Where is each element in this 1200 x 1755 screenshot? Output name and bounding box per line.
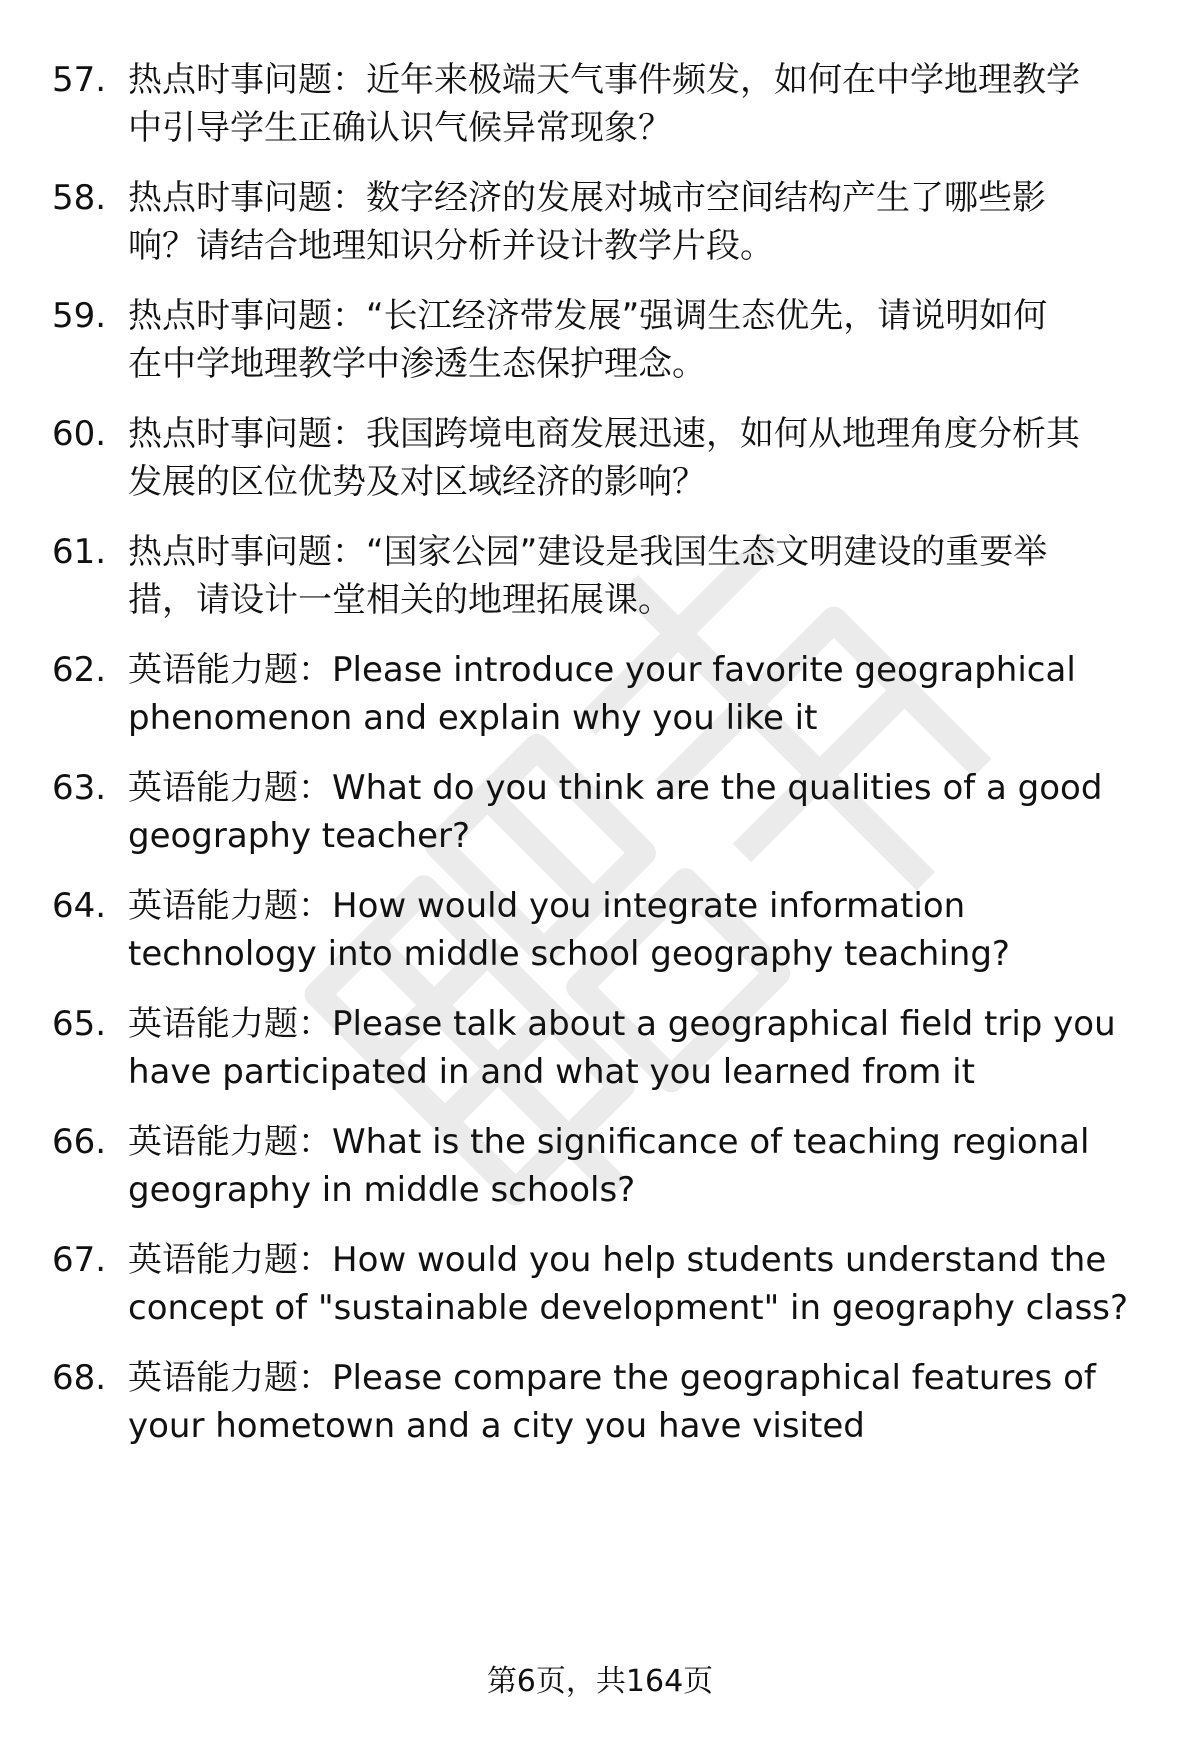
question-line: 英语能力题：Please compare the geographical features of <box>128 1358 1096 1398</box>
question-text <box>128 1236 1196 1332</box>
question-number: 58. <box>52 178 107 218</box>
question-line: 热点时事问题：数字经济的发展对城市空间结构产生了哪些影 <box>128 178 1046 218</box>
question-text <box>128 1118 1196 1214</box>
question-line: 英语能力题：Please talk about a geographical field trip you <box>128 1004 1116 1044</box>
question-line: geography teacher? <box>128 816 471 856</box>
question-line: 热点时事问题：我国跨境电商发展迅速，如何从地理角度分析其 <box>128 414 1080 454</box>
question-text <box>128 646 1196 742</box>
question-text <box>128 1000 1196 1096</box>
question-number: 68. <box>52 1358 107 1398</box>
question-line: 措，请设计一堂相关的地理拓展课。 <box>128 580 672 620</box>
question-text <box>128 174 1196 270</box>
question-text <box>128 56 1196 152</box>
question-text <box>128 410 1196 506</box>
page-number-label: 第6页，共164页 <box>486 1664 714 1699</box>
question-line: 英语能力题：What do you think are the qualities of a good <box>128 768 1103 808</box>
question-line: phenomenon and explain why you like it <box>128 698 818 738</box>
question-line: have participated in and what you learned from it <box>128 1052 975 1092</box>
question-line: 发展的区位优势及对区域经济的影响？ <box>128 462 706 502</box>
question-line: 英语能力题：How would you help students understand the <box>128 1240 1107 1280</box>
question-number: 64. <box>52 886 107 926</box>
question-number: 67. <box>52 1240 107 1280</box>
question-line: 热点时事问题：“国家公园”建设是我国生态文明建设的重要举 <box>128 532 1048 572</box>
question-line: 英语能力题：What is the significance of teaching regional <box>128 1122 1090 1162</box>
question-text <box>128 882 1196 978</box>
question-number: 62. <box>52 650 107 690</box>
page-footer <box>0 1662 1200 1702</box>
question-line: 响？请结合地理知识分析并设计教学片段。 <box>128 226 774 266</box>
question-line: technology into middle school geography teaching? <box>128 934 1010 974</box>
question-line: 热点时事问题：“长江经济带发展”强调生态优先，请说明如何 <box>128 296 1048 336</box>
question-number: 65. <box>52 1004 107 1044</box>
question-line: 中引导学生正确认识气候异常现象？ <box>128 108 672 148</box>
question-text <box>128 764 1196 860</box>
question-text <box>128 528 1196 624</box>
question-number: 66. <box>52 1122 107 1162</box>
question-text <box>128 292 1196 388</box>
question-line: 热点时事问题：近年来极端天气事件频发，如何在中学地理教学 <box>128 60 1080 100</box>
question-number: 61. <box>52 532 107 572</box>
question-number: 59. <box>52 296 107 336</box>
question-line: concept of "sustainable development" in geography class? <box>128 1288 1129 1328</box>
question-line: 在中学地理教学中渗透生态保护理念。 <box>128 344 706 384</box>
question-number: 63. <box>52 768 107 808</box>
question-number: 57. <box>52 60 107 100</box>
question-line: your hometown and a city you have visited <box>128 1406 865 1446</box>
question-line: 英语能力题：How would you integrate information <box>128 886 966 926</box>
question-line: geography in middle schools? <box>128 1170 636 1210</box>
question-line: 英语能力题：Please introduce your favorite geographical <box>128 650 1076 690</box>
question-number: 60. <box>52 414 107 454</box>
question-text <box>128 1354 1196 1450</box>
